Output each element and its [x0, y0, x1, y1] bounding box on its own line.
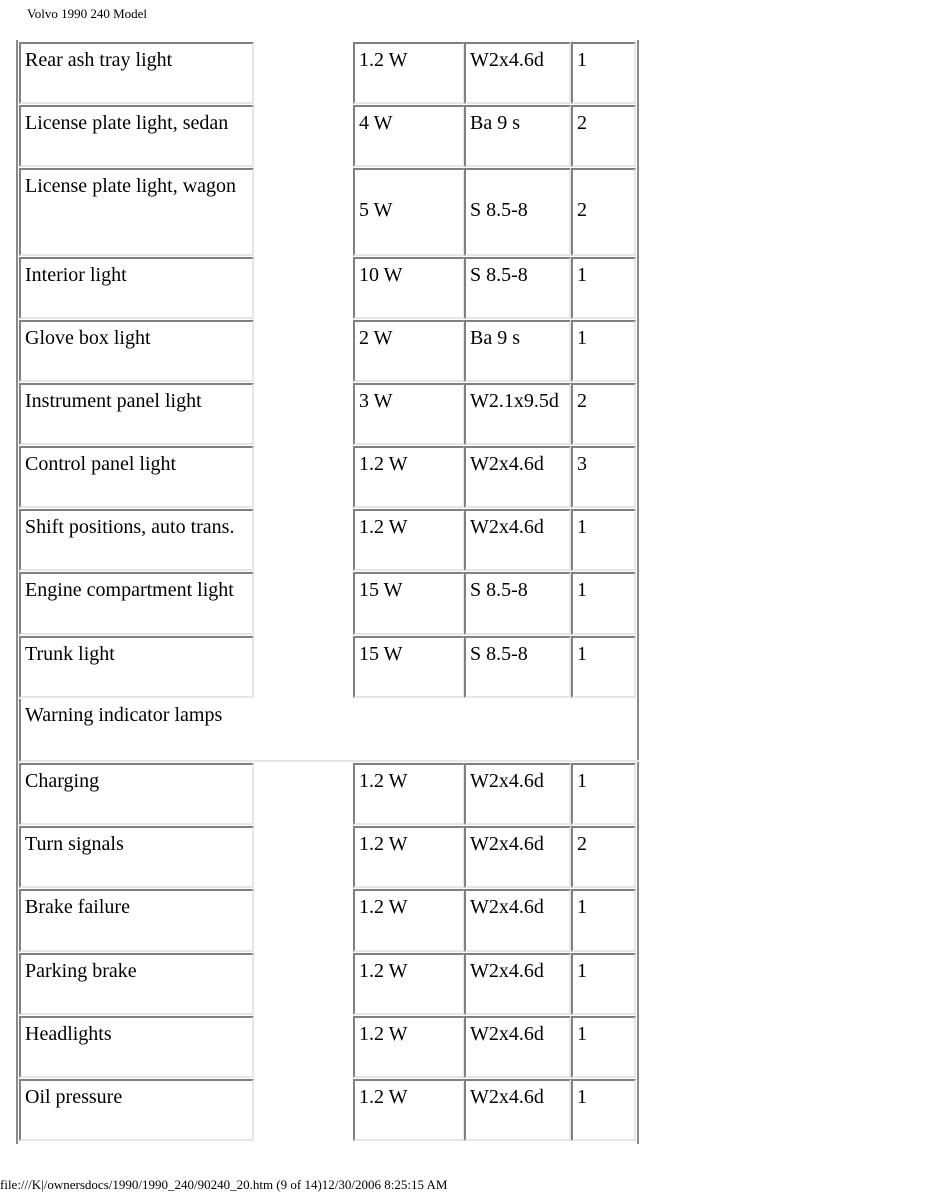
bulb-name-cell: Brake failure: [19, 889, 254, 952]
quantity-cell: 2: [571, 826, 636, 888]
bulb-type-cell: W2x4.6d: [464, 1016, 571, 1078]
bulb-type-cell: Ba 9 s: [464, 320, 571, 382]
quantity-cell: 1: [571, 1079, 636, 1141]
bulb-name-cell: Control panel light: [19, 446, 254, 508]
wattage-cell: 1.2 W: [353, 42, 465, 104]
wattage-cell: 1.2 W: [353, 1016, 465, 1078]
quantity-cell: 2: [571, 168, 636, 256]
wattage-cell: 1.2 W: [353, 953, 465, 1015]
wattage-cell: 15 W: [353, 572, 465, 635]
bulb-name-cell: Turn signals: [19, 826, 254, 888]
bulb-name-cell: Glove box light: [19, 320, 254, 382]
bulb-type-cell: W2x4.6d: [464, 953, 571, 1015]
bulb-name-cell: License plate light, wagon: [19, 168, 254, 256]
bulb-name-cell: Charging: [19, 763, 254, 825]
bulb-name-cell: Engine compartment light: [19, 572, 254, 635]
bulb-type-cell: W2x4.6d: [464, 1079, 571, 1141]
bulb-name-cell: Trunk light: [19, 636, 254, 698]
bulb-name-cell: License plate light, sedan: [19, 105, 254, 167]
bulb-type-cell: Ba 9 s: [464, 105, 571, 167]
bulb-name-cell: Shift positions, auto trans.: [19, 509, 254, 571]
quantity-cell: 1: [571, 1016, 636, 1078]
wattage-cell: 1.2 W: [353, 446, 465, 508]
wattage-cell: 4 W: [353, 105, 465, 167]
bulb-name-cell: Parking brake: [19, 953, 254, 1015]
bulb-type-cell: S 8.5-8: [464, 636, 571, 698]
quantity-cell: 1: [571, 509, 636, 571]
quantity-cell: 2: [571, 105, 636, 167]
quantity-cell: 1: [571, 42, 636, 104]
bulb-name-cell: Headlights: [19, 1016, 254, 1078]
page-header: Volvo 1990 240 Model: [27, 6, 148, 21]
bulb-name-cell: Oil pressure: [19, 1079, 254, 1141]
wattage-cell: 1.2 W: [353, 889, 465, 952]
bulb-name-cell: Instrument panel light: [19, 383, 254, 445]
quantity-cell: 1: [571, 763, 636, 825]
section-heading: Warning indicator lamps: [19, 699, 639, 762]
bulb-type-cell: W2x4.6d: [464, 826, 571, 888]
wattage-cell: 1.2 W: [353, 763, 465, 825]
quantity-cell: 3: [571, 446, 636, 508]
bulb-name-cell: Rear ash tray light: [19, 42, 254, 104]
quantity-cell: 1: [571, 953, 636, 1015]
wattage-cell: 5 W: [353, 168, 465, 256]
bulb-name-cell: Interior light: [19, 257, 254, 319]
bulb-type-cell: W2x4.6d: [464, 763, 571, 825]
wattage-cell: 1.2 W: [353, 509, 465, 571]
bulb-type-cell: S 8.5-8: [464, 257, 571, 319]
wattage-cell: 10 W: [353, 257, 465, 319]
quantity-cell: 1: [571, 889, 636, 952]
wattage-cell: 1.2 W: [353, 826, 465, 888]
bulb-type-cell: W2x4.6d: [464, 889, 571, 952]
bulb-type-cell: S 8.5-8: [464, 168, 571, 256]
wattage-cell: 2 W: [353, 320, 465, 382]
bulb-type-cell: W2x4.6d: [464, 509, 571, 571]
quantity-cell: 1: [571, 257, 636, 319]
wattage-cell: 3 W: [353, 383, 465, 445]
wattage-cell: 15 W: [353, 636, 465, 698]
wattage-cell: 1.2 W: [353, 1079, 465, 1141]
bulb-type-cell: W2x4.6d: [464, 446, 571, 508]
quantity-cell: 2: [571, 383, 636, 445]
quantity-cell: 1: [571, 636, 636, 698]
quantity-cell: 1: [571, 320, 636, 382]
bulb-type-cell: W2x4.6d: [464, 42, 571, 104]
bulb-type-cell: S 8.5-8: [464, 572, 571, 635]
bulb-type-cell: W2.1x9.5d: [464, 383, 571, 445]
quantity-cell: 1: [571, 572, 636, 635]
page-footer: file:///K|/ownersdocs/1990/1990_240/90240_20.htm (9 of 14)12/30/2006 8:25:15 AM: [0, 1177, 448, 1192]
